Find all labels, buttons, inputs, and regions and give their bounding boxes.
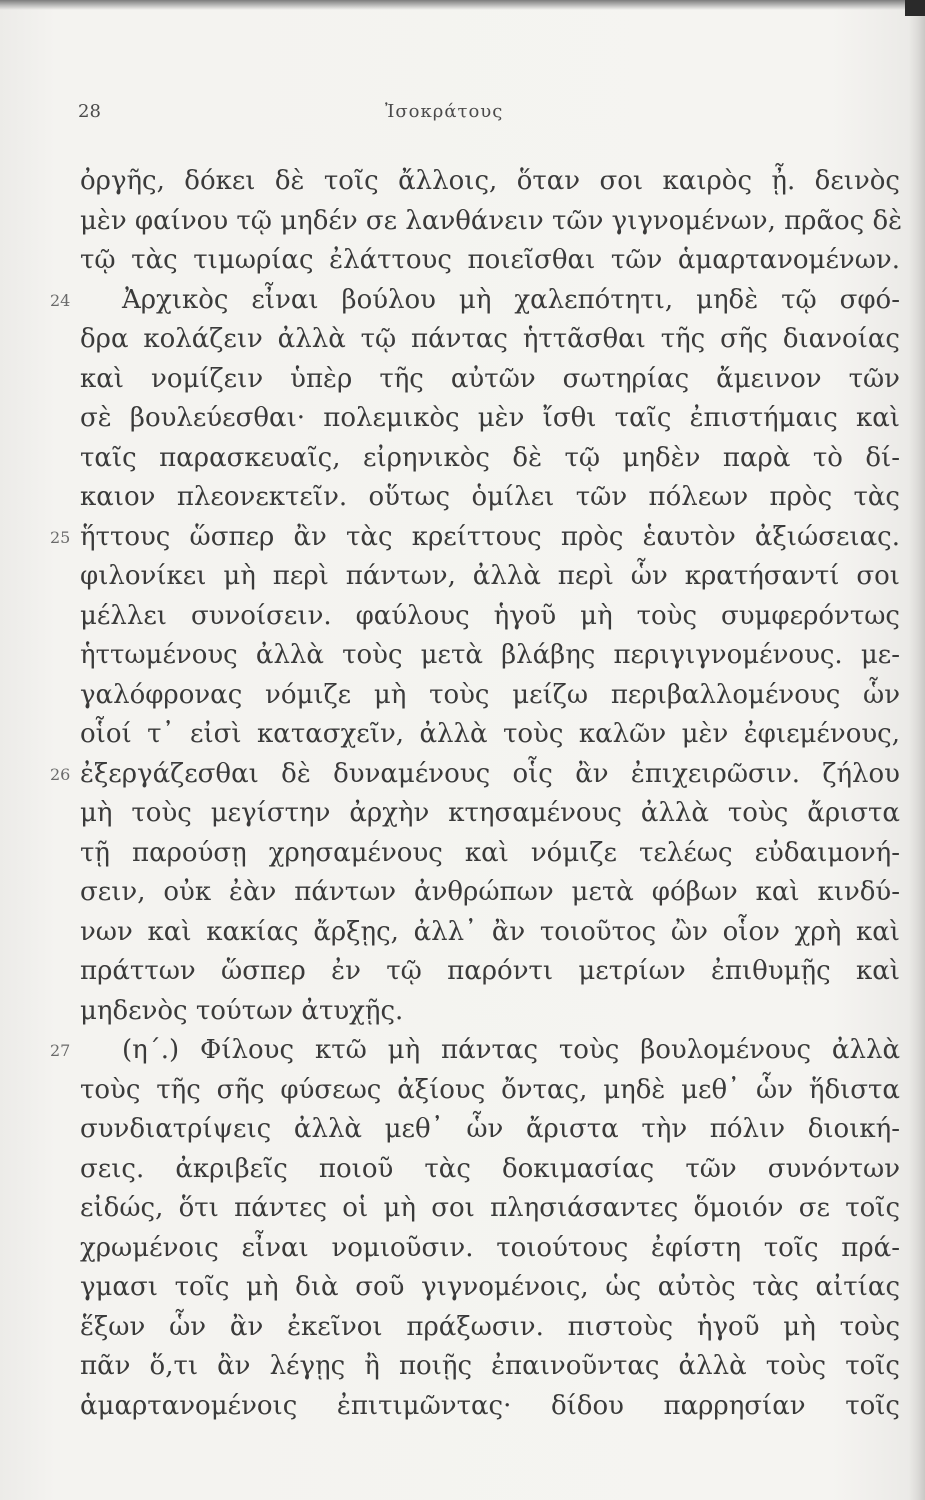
text-line bbox=[50, 1031, 900, 1071]
line-text: τοὺς τῆς σῆς φύσεως ἀξίους ὄντας, μηδὲ μεθ᾽ ὧν ἥδιστα bbox=[80, 1074, 900, 1105]
text-line bbox=[80, 1110, 900, 1150]
text-line bbox=[80, 913, 900, 953]
text-line bbox=[80, 399, 900, 439]
text-line bbox=[80, 636, 900, 676]
body-text bbox=[50, 162, 903, 1426]
line-text: ἡττωμένους ἀλλὰ τοὺς μετὰ βλάβης περιγιγνομένους. με- bbox=[80, 640, 900, 670]
text-line bbox=[80, 676, 900, 716]
running-head bbox=[0, 98, 925, 126]
section-number: 24 bbox=[50, 290, 71, 310]
text-line bbox=[80, 1387, 900, 1427]
section-number: 26 bbox=[50, 764, 71, 784]
page-number: 28 bbox=[78, 101, 101, 122]
text-line bbox=[80, 320, 900, 360]
text-line bbox=[80, 360, 900, 400]
text-line bbox=[50, 755, 900, 795]
line-text: ὀργῆς, δόκει δὲ τοῖς ἄλλοις, ὅταν σοι καιρὸς ᾖ. δεινὸς bbox=[80, 166, 900, 196]
text-line bbox=[80, 715, 900, 755]
text-line bbox=[80, 1150, 900, 1190]
text-line bbox=[80, 992, 900, 1032]
line-text: μέλλει συνοίσειν. φαύλους ἡγοῦ μὴ τοὺς συμφερόντως bbox=[80, 600, 900, 631]
line-text: ἕξων ὧν ἂν ἐκεῖνοι πράξωσιν. πιστοὺς ἡγοῦ μὴ τοὺς bbox=[80, 1311, 900, 1342]
text-line bbox=[80, 1189, 900, 1229]
line-text: Ἀρχικὸς εἶναι βούλου μὴ χαλεπότητι, μηδὲ τῷ σφό- bbox=[122, 284, 900, 315]
line-text: καὶ νομίζειν ὑπὲρ τῆς αὐτῶν σωτηρίας ἄμεινον τῶν bbox=[80, 363, 900, 394]
line-text: καιον πλεονεκτεῖν. οὕτως ὁμίλει τῶν πόλεων πρὸς τὰς bbox=[80, 482, 900, 512]
text-line bbox=[50, 518, 900, 558]
line-text: δρα κολάζειν ἀλλὰ τῷ πάντας ἡττᾶσθαι τῆς σῆς διανοίας bbox=[80, 324, 900, 354]
text-line bbox=[80, 439, 900, 479]
scan-corner-mark bbox=[905, 0, 925, 16]
scan-top-edge bbox=[0, 0, 925, 10]
text-line bbox=[50, 281, 900, 321]
text-line bbox=[80, 1308, 900, 1348]
line-text: γμασι τοῖς μὴ διὰ σοῦ γιγνομένοις, ὡς αὐτὸς τὰς αἰτίας bbox=[80, 1272, 900, 1302]
section-number: 27 bbox=[50, 1041, 71, 1060]
line-text: χρωμένοις εἶναι νομιοῦσιν. τοιούτους ἐφίστη τοῖς πρά- bbox=[80, 1232, 900, 1263]
text-line bbox=[80, 873, 900, 913]
line-text: τῇ παρούσῃ χρησαμένους καὶ νόμιζε τελέως εὐδαιμονή- bbox=[80, 837, 900, 868]
line-text: πράττων ὥσπερ ἐν τῷ παρόντι μετρίων ἐπιθυμῇς καὶ bbox=[80, 956, 900, 986]
line-text: γαλόφρονας νόμιζε μὴ τοὺς μείζω περιβαλλομένους ὧν bbox=[80, 679, 900, 710]
text-line bbox=[80, 794, 900, 834]
line-text: τῷ τὰς τιμωρίας ἐλάττους ποιεῖσθαι τῶν ἁμαρτανομένων. bbox=[80, 245, 900, 275]
text-line bbox=[80, 1347, 900, 1387]
text-line bbox=[80, 241, 900, 281]
line-text: οἷοί τ᾽ εἰσὶ κατασχεῖν, ἀλλὰ τοὺς καλῶν μὲν ἐφιεμένους, bbox=[80, 719, 900, 749]
line-text: σὲ βουλεύεσθαι· πολεμικὸς μὲν ἴσθι ταῖς ἐπιστήμαις καὶ bbox=[80, 403, 900, 433]
line-text: σειν, οὐκ ἐὰν πάντων ἀνθρώπων μετὰ φόβων καὶ κινδύ- bbox=[80, 877, 900, 907]
text-line bbox=[80, 1071, 900, 1111]
line-text: ἐξεργάζεσθαι δὲ δυναμένους οἷς ἂν ἐπιχειρῶσιν. ζήλου bbox=[80, 758, 900, 789]
line-text: συνδιατρίψεις ἀλλὰ μεθ᾽ ὧν ἄριστα τὴν πόλιν διοική- bbox=[80, 1114, 900, 1144]
line-text: ἥττους ὥσπερ ἂν τὰς κρείττους πρὸς ἑαυτὸν ἀξιώσειας. bbox=[80, 521, 900, 552]
line-text: εἰδώς, ὅτι πάντες οἱ μὴ σοι πλησιάσαντες ὅμοιόν σε τοῖς bbox=[80, 1193, 900, 1223]
line-text: πᾶν ὅ,τι ἂν λέγῃς ἢ ποιῇς ἐπαινοῦντας ἀλλὰ τοὺς τοῖς bbox=[80, 1351, 900, 1381]
text-line bbox=[80, 557, 900, 597]
text-line bbox=[80, 597, 900, 637]
line-text: ταῖς παρασκευαῖς, εἰρηνικὸς δὲ τῷ μηδὲν παρὰ τὸ δί- bbox=[80, 442, 900, 473]
line-text: νων καὶ κακίας ἄρξῃς, ἀλλ᾽ ἂν τοιοῦτος ὢν οἷον χρὴ καὶ bbox=[80, 916, 900, 947]
text-line bbox=[80, 202, 903, 242]
line-text: σεις. ἀκριβεῖς ποιοῦ τὰς δοκιμασίας τῶν συνόντων bbox=[80, 1153, 900, 1184]
text-line bbox=[80, 1268, 900, 1308]
line-text: μὴ τοὺς μεγίστην ἀρχὴν κτησαμένους ἀλλὰ τοὺς ἄριστα bbox=[80, 798, 900, 828]
text-line bbox=[80, 1229, 900, 1269]
line-text: φιλονίκει μὴ περὶ πάντων, ἀλλὰ περὶ ὧν κρατήσαντί σοι bbox=[80, 561, 900, 591]
line-text: μηδενὸς τούτων ἀτυχῇς. bbox=[80, 995, 404, 1026]
text-line bbox=[80, 952, 900, 992]
line-text: μὲν φαίνου τῷ μηδέν σε λανθάνειν τῶν γιγνομένων, πρᾶος δὲ bbox=[80, 205, 903, 236]
text-line bbox=[80, 478, 900, 518]
line-text: (η΄.) Φίλους κτῶ μὴ πάντας τοὺς βουλομένους ἀλλὰ bbox=[122, 1035, 900, 1065]
text-line bbox=[80, 162, 900, 202]
text-line bbox=[80, 834, 900, 874]
line-text: ἁμαρτανομένοις ἐπιτιμῶντας· δίδου παρρησίαν τοῖς bbox=[80, 1390, 900, 1421]
scan-right-edge bbox=[909, 0, 925, 1500]
section-number: 25 bbox=[50, 527, 71, 547]
running-head-title: Ἰσοκράτους bbox=[385, 101, 504, 122]
